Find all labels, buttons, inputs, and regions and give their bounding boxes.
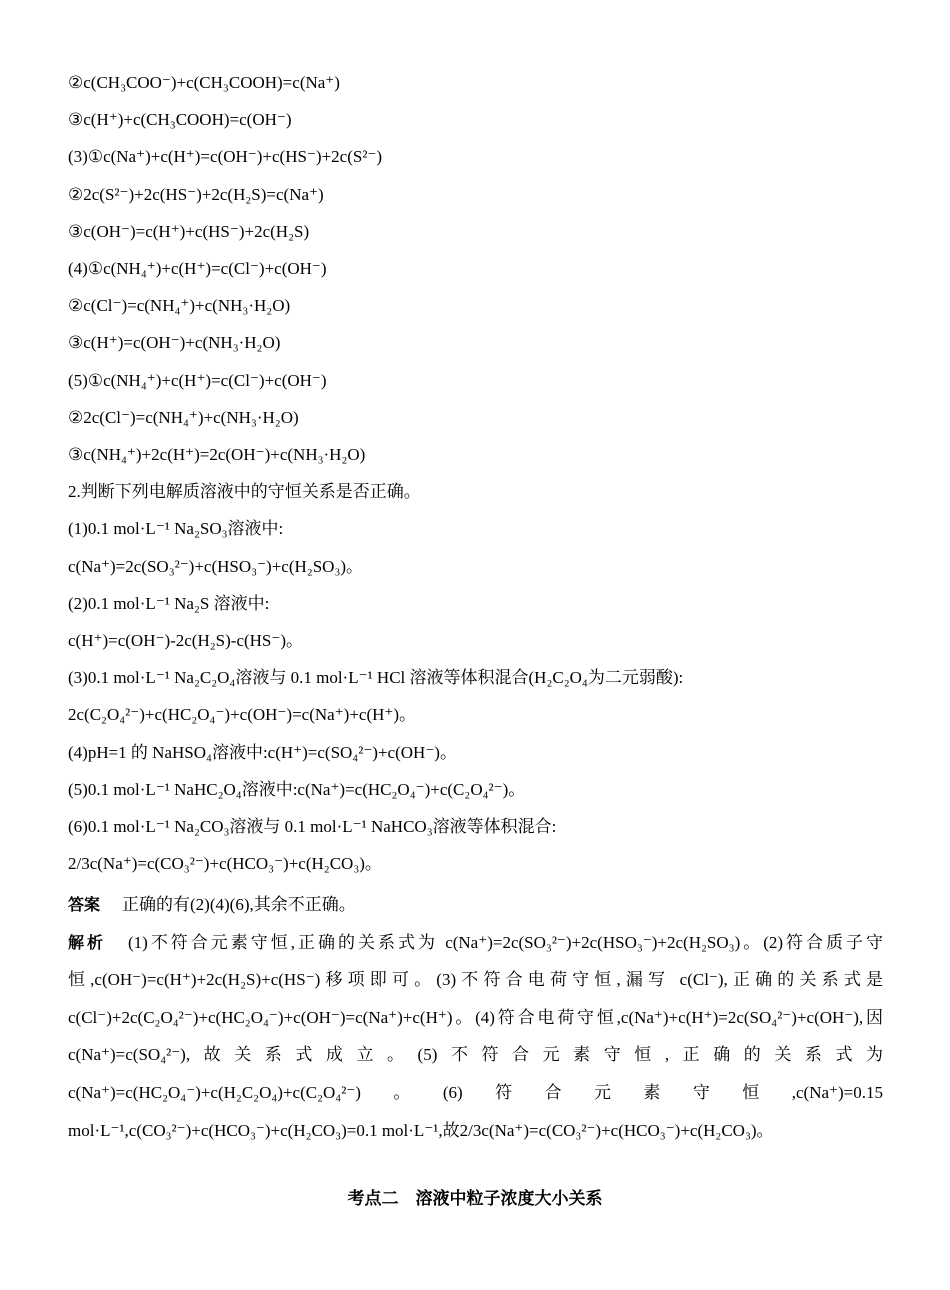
formula-line: (5)①c(NH₄⁺)+c(H⁺)=c(Cl⁻)+c(OH⁻) bbox=[68, 370, 327, 390]
section-title: 考点二 溶液中粒子浓度大小关系 bbox=[347, 1189, 603, 1209]
formula-line: c(H⁺)=c(OH⁻)-2c(H₂S)-c(HS⁻)。 bbox=[68, 631, 304, 651]
question-item: (2)0.1 mol·L⁻¹ Na₂S 溶液中: bbox=[68, 593, 270, 613]
formula-line: c(Na⁺)=2c(SO₃²⁻)+c(HSO₃⁻)+c(H₂SO₃)。 bbox=[68, 556, 364, 576]
question-item: (3)0.1 mol·L⁻¹ Na₂C₂O₄溶液与 0.1 mol·L⁻¹ HCl 溶液等体积混合(H₂C₂O₄为二元弱酸): bbox=[68, 668, 684, 688]
question-item: (5)0.1 mol·L⁻¹ NaHC₂O₄溶液中:c(Na⁺)=c(HC₂O₄⁻)+c(C₂O₄²⁻)。 bbox=[68, 779, 526, 799]
formula-line: (3)①c(Na⁺)+c(H⁺)=c(OH⁻)+c(HS⁻)+2c(S²⁻) bbox=[68, 147, 383, 167]
analysis-label: 解析 bbox=[68, 932, 106, 952]
formula-line: ③c(H⁺)=c(OH⁻)+c(NH₃·H₂O) bbox=[68, 333, 281, 353]
formula-line: 2/3c(Na⁺)=c(CO₃²⁻)+c(HCO₃⁻)+c(H₂CO₃)。 bbox=[68, 854, 382, 874]
answer-text: 正确的有(2)(4)(6),其余不正确。 bbox=[122, 895, 356, 915]
formula-line: ②c(CH₃COO⁻)+c(CH₃COOH)=c(Na⁺) bbox=[68, 73, 340, 92]
formula-line: ③c(NH₄⁺)+2c(H⁺)=2c(OH⁻)+c(NH₃·H₂O) bbox=[68, 445, 366, 465]
answer-block bbox=[68, 886, 883, 923]
formula-line: 2c(C₂O₄²⁻)+c(HC₂O₄⁻)+c(OH⁻)=c(Na⁺)+c(H⁺)。 bbox=[68, 705, 417, 725]
analysis-block bbox=[68, 924, 883, 1150]
question-item: (1)0.1 mol·L⁻¹ Na₂SO₃溶液中: bbox=[68, 519, 284, 539]
document-page bbox=[68, 64, 883, 1149]
analysis-text: (1)不符合元素守恒,正确的关系式为 c(Na⁺)=2c(SO₃²⁻)+2c(HSO₃⁻)+2c(H₂SO₃)。(2)符合质子守恒,c(OH⁻)=c(H⁺)+2c(H₂S)+c(HS⁻)移项即可。(3)不符合电荷守恒,漏写 c(Cl⁻),正确的关系式是 c(Cl⁻)+2c(C₂O₄²⁻)+c(HC₂O₄⁻)+c(OH⁻)=c(Na⁺)+c(H⁺)。(4)符合电荷守恒,c(Na⁺)+c(H⁺)=2c(SO₄²⁻)+c(OH⁻),因c(Na⁺)=c(SO₄²⁻),故关系式成立。(5)不符合元素守恒,正确的关系式为 c(Na⁺)=c(HC₂O₄⁻)+c(H₂C₂O₄)+c(C₂O₄²⁻)。(6)符合元素守恒,c(Na⁺)=0.15 mol·L⁻¹,c(CO₃²⁻)+c(HCO₃⁻)+c(H₂CO₃)=0.1 mol·L⁻¹,故2/3c(Na⁺)=c(CO₃²⁻)+c(HCO₃⁻)+c(H₂CO₃)。 bbox=[68, 932, 883, 1140]
formula-line: (4)①c(NH₄⁺)+c(H⁺)=c(Cl⁻)+c(OH⁻) bbox=[68, 259, 327, 279]
question-heading: 2.判断下列电解质溶液中的守恒关系是否正确。 bbox=[68, 482, 421, 502]
formula-line: ②2c(S²⁻)+2c(HS⁻)+2c(H₂S)=c(Na⁺) bbox=[68, 184, 324, 204]
answer-label: 答案 bbox=[68, 895, 101, 915]
formula-line: ③c(OH⁻)=c(H⁺)+c(HS⁻)+2c(H₂S) bbox=[68, 221, 310, 241]
question-item: (6)0.1 mol·L⁻¹ Na₂CO₃溶液与 0.1 mol·L⁻¹ NaHCO₃溶液等体积混合: bbox=[68, 817, 557, 837]
question-item: (4)pH=1 的 NaHSO₄溶液中:c(H⁺)=c(SO₄²⁻)+c(OH⁻)。 bbox=[68, 742, 457, 762]
formula-line: ③c(H⁺)+c(CH₃COOH)=c(OH⁻) bbox=[68, 110, 292, 130]
formula-line: ②2c(Cl⁻)=c(NH₄⁺)+c(NH₃·H₂O) bbox=[68, 407, 299, 427]
formula-line: ②c(Cl⁻)=c(NH₄⁺)+c(NH₃·H₂O) bbox=[68, 296, 291, 316]
